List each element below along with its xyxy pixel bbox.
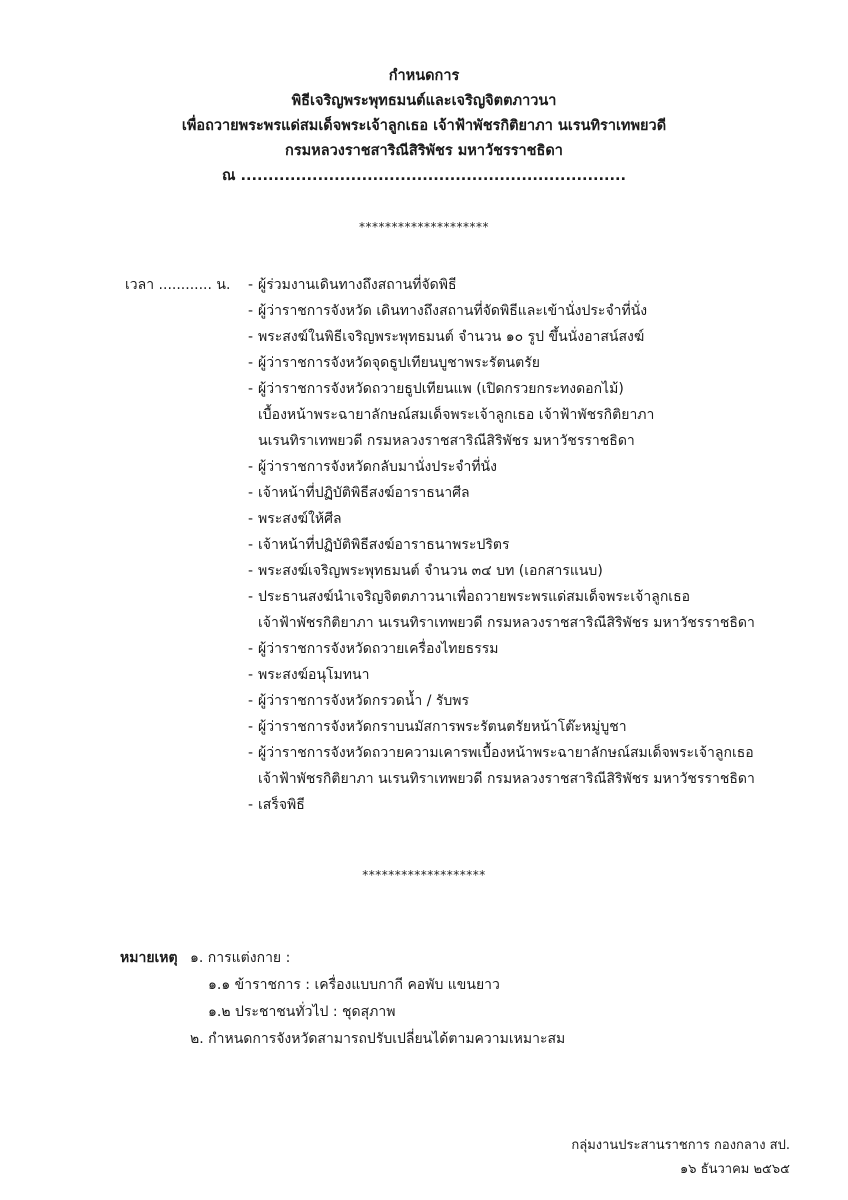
list-dash: - (248, 303, 254, 319)
agenda-item (248, 298, 838, 324)
agenda-list (248, 272, 838, 818)
agenda-item (248, 558, 838, 584)
royal-title: กรมหลวงราชสาริณีสิริพัชร มหาวัชรราชธิดา (285, 143, 563, 159)
list-dash: - (248, 511, 254, 527)
agenda-item (248, 792, 838, 818)
issuing-office: กลุ่มงานประสานราชการ กองกลาง สป. (571, 1138, 790, 1153)
agenda-item-text: ผู้ว่าราชการจังหวัด เดินทางถึงสถานที่จัดพิธีและเข้านั่งประจำที่นั่ง (258, 303, 648, 319)
agenda-item-text: ผู้ว่าราชการจังหวัดถวายธูปเทียนแพ (เปิดกรวยกระทงดอกไม้) (258, 381, 624, 397)
agenda-item-text: เจ้าหน้าที่ปฏิบัติพิธีสงฆ์อาราธนาศีล (258, 485, 470, 501)
venue-line: ณ ...................................................................... (221, 168, 627, 184)
list-dash: - (248, 537, 254, 553)
agenda-item-text: เจ้าหน้าที่ปฏิบัติพิธีสงฆ์อาราธนาพระปริตร (258, 537, 510, 553)
document-title: กำหนดการ (388, 68, 460, 84)
agenda-item-text: ผู้ว่าราชการจังหวัดกลับมานั่งประจำที่นั่ง (258, 459, 497, 475)
agenda-item (248, 740, 838, 792)
list-dash: - (248, 719, 254, 735)
note-schedule-change: ๒. กำหนดการจังหวัดสามารถปรับเปลี่ยนได้ตามความเหมาะสม (190, 1031, 566, 1047)
list-dash: - (248, 667, 254, 683)
agenda-item-continuation: เบื้องหน้าพระฉายาลักษณ์สมเด็จพระเจ้าลูกเธอ เจ้าฟ้าพัชรกิติยาภา (258, 407, 655, 423)
list-dash: - (248, 797, 254, 813)
agenda-item-text: พระสงฆ์เจริญพระพุทธมนต์ จำนวน ๓๔ บท (เอกสารแนบ) (258, 563, 603, 579)
agenda-item (248, 480, 838, 506)
list-dash: - (248, 641, 254, 657)
separator-bottom: ******************* (362, 868, 486, 882)
agenda-item (248, 506, 838, 532)
time-label: เวลา ............ น. (125, 277, 231, 293)
list-dash: - (248, 329, 254, 345)
list-dash: - (248, 485, 254, 501)
note-dress-public: ๑.๒ ประชาชนทั่วไป : ชุดสุภาพ (208, 1004, 396, 1020)
list-dash: - (248, 589, 254, 605)
agenda-item-text: พระสงฆ์อนุโมทนา (258, 667, 370, 683)
list-dash: - (248, 563, 254, 579)
agenda-item (248, 584, 838, 636)
agenda-item-text: ผู้ว่าราชการจังหวัดจุดธูปเทียนบูชาพระรัตนตรัย (258, 355, 540, 371)
list-dash: - (248, 693, 254, 709)
note-dress-officials: ๑.๑ ข้าราชการ : เครื่องแบบกากี คอพับ แขนยาว (208, 977, 500, 993)
ceremony-name: พิธีเจริญพระพุทธมนต์และเจริญจิตตภาวนา (291, 93, 557, 109)
agenda-item-text: พระสงฆ์ในพิธีเจริญพระพุทธมนต์ จำนวน ๑๐ รูป ขึ้นนั่งอาสน์สงฆ์ (258, 329, 645, 345)
agenda-item (248, 688, 838, 714)
agenda-item-text: ผู้ว่าราชการจังหวัดกรวดน้ำ / รับพร (258, 693, 470, 709)
note-dress-code: ๑. การแต่งกาย : (190, 950, 291, 966)
agenda-item-continuation: นเรนทิราเทพยวดี กรมหลวงราชสาริณีสิริพัชร มหาวัชรราชธิดา (258, 433, 635, 449)
agenda-item (248, 376, 838, 454)
document-header (0, 64, 848, 189)
agenda-item-text: ประธานสงฆ์นำเจริญจิตตภาวนาเพื่อถวายพระพรแด่สมเด็จพระเจ้าลูกเธอ (258, 589, 691, 605)
notes-label: หมายเหตุ (120, 950, 178, 966)
list-dash: - (248, 459, 254, 475)
list-dash: - (248, 745, 254, 761)
agenda-item (248, 272, 838, 298)
document-footer (540, 1134, 790, 1182)
agenda-item (248, 454, 838, 480)
list-dash: - (248, 381, 254, 397)
ceremony-purpose: เพื่อถวายพระพรแด่สมเด็จพระเจ้าลูกเธอ เจ้าฟ้าพัชรกิติยาภา นเรนทิราเทพยวดี (181, 118, 667, 134)
agenda-item (248, 350, 838, 376)
issue-date: ๑๖ ธันวาคม ๒๕๖๕ (680, 1162, 790, 1177)
agenda-item (248, 324, 838, 350)
agenda-item (248, 714, 838, 740)
separator-top: ******************** (359, 220, 489, 234)
agenda-item (248, 662, 838, 688)
agenda-item-text: พระสงฆ์ให้ศีล (258, 511, 342, 527)
agenda-item-text: ผู้ร่วมงานเดินทางถึงสถานที่จัดพิธี (258, 277, 457, 293)
agenda-item (248, 532, 838, 558)
agenda-item-continuation: เจ้าฟ้าพัชรกิติยาภา นเรนทิราเทพยวดี กรมหลวงราชสาริณีสิริพัชร มหาวัชรราชธิดา (258, 771, 755, 787)
agenda-item-text: ผู้ว่าราชการจังหวัดถวายความเคารพเบื้องหน้าพระฉายาลักษณ์สมเด็จพระเจ้าลูกเธอ (258, 745, 754, 761)
agenda-item-continuation: เจ้าฟ้าพัชรกิติยาภา นเรนทิราเทพยวดี กรมหลวงราชสาริณีสิริพัชร มหาวัชรราชธิดา (258, 615, 755, 631)
agenda-item (248, 636, 838, 662)
agenda-item-text: ผู้ว่าราชการจังหวัดกราบนมัสการพระรัตนตรัยหน้าโต๊ะหมู่บูชา (258, 719, 627, 735)
agenda-item-text: เสร็จพิธี (258, 797, 305, 813)
agenda-item-text: ผู้ว่าราชการจังหวัดถวายเครื่องไทยธรรม (258, 641, 499, 657)
list-dash: - (248, 355, 254, 371)
list-dash: - (248, 277, 254, 293)
